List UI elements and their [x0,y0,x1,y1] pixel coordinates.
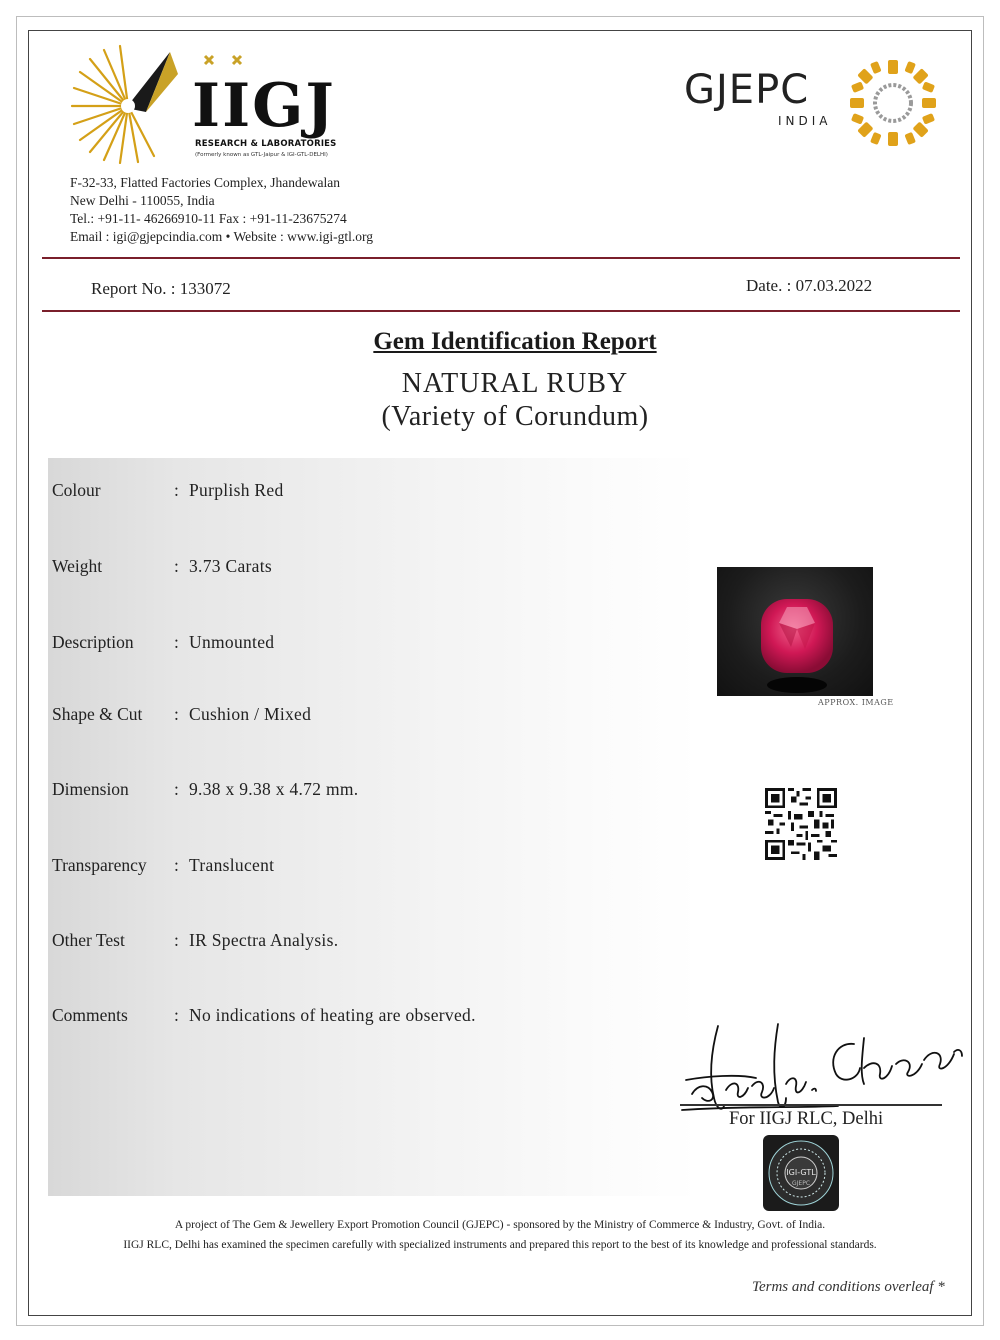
footer-line-1: A project of The Gem & Jewellery Export Promotion Council (GJEPC) - sponsored by the Ministry of Commerce & Industry, Govt. of India. [174,1219,826,1231]
iigj-brand: IIGJ [192,71,336,141]
gjepc-country: INDIA [778,114,832,128]
detail-separator: : [174,855,179,875]
details-panel [48,458,698,1196]
detail-label: Transparency [52,855,147,875]
detail-separator: : [174,556,179,576]
sunburst-icon [68,44,188,164]
gem-variety: (Variety of Corundum) [381,401,649,432]
hologram-seal [763,1135,839,1211]
detail-separator: : [174,779,179,799]
gem-name: NATURAL RUBY [401,368,629,399]
detail-label: Comments [52,1005,128,1025]
detail-separator: : [174,632,179,652]
detail-value: No indications of heating are observed. [189,1005,476,1025]
iigj-formerly: (Formerly known as GTL-Jaipur & IGI-GTL-DELHI) [195,152,328,158]
footer-line-2: IIGJ RLC, Delhi has examined the specimen carefully with specialized instruments and prepared this report to the best of its knowledge and professional standards. [123,1239,877,1251]
gjepc-name: GJEPC [684,67,810,113]
detail-label: Weight [52,556,103,576]
detail-value: Translucent [189,855,275,875]
gjepc-logo [682,58,942,148]
ruby-gem-icon [717,567,873,696]
detail-label: Description [52,632,134,652]
detail-label: Shape & Cut [52,704,143,724]
detail-value: 9.38 x 9.38 x 4.72 mm. [189,779,359,799]
detail-label: Other Test [52,930,125,950]
report-date: Date. : 07.03.2022 [746,276,873,295]
gem-photo [717,567,873,696]
signature [678,1018,968,1118]
signature-line [680,1104,942,1106]
divider-top [42,257,960,259]
iigj-subtitle: RESEARCH & LABORATORIES [195,139,337,149]
hologram-text: IGI-GTL [786,1168,816,1177]
detail-separator: : [174,930,179,950]
contact-line: Tel.: +91-11- 46266910-11 Fax : +91-11-23675274 [70,211,347,226]
address-line: New Delhi - 110055, India [70,193,215,208]
report-title: Gem Identification Report [373,328,657,355]
address-line: F-32-33, Flatted Factories Complex, Jhandewalan [70,175,340,190]
detail-separator: : [174,704,179,724]
detail-value: Cushion / Mixed [189,704,312,724]
iigj-logo [68,44,358,164]
detail-label: Dimension [52,779,129,799]
detail-separator: : [174,480,179,500]
detail-value: Unmounted [189,632,275,652]
hologram-seal-icon [763,1135,839,1211]
gem-ring-icon [848,58,938,148]
terms-note: Terms and conditions overleaf * [752,1279,945,1295]
detail-value: Purplish Red [189,480,284,500]
detail-separator: : [174,1005,179,1025]
handwritten-signature [678,1018,968,1118]
email-website-line: Email : igi@gjepcindia.com • Website : www.igi-gtl.org [70,229,374,244]
detail-value: IR Spectra Analysis. [189,930,339,950]
divider-bottom [42,310,960,312]
qr-code-icon [764,788,838,860]
qr-code[interactable] [764,788,838,860]
hologram-subtext: GJEPC [791,1180,811,1187]
signatory-label: For IIGJ RLC, Delhi [729,1109,884,1129]
image-caption: APPROX. IMAGE [818,698,894,707]
detail-value: 3.73 Carats [189,556,273,576]
lab-address [70,174,373,246]
detail-label: Colour [52,480,101,500]
report-number: Report No. : 133072 [91,279,231,298]
